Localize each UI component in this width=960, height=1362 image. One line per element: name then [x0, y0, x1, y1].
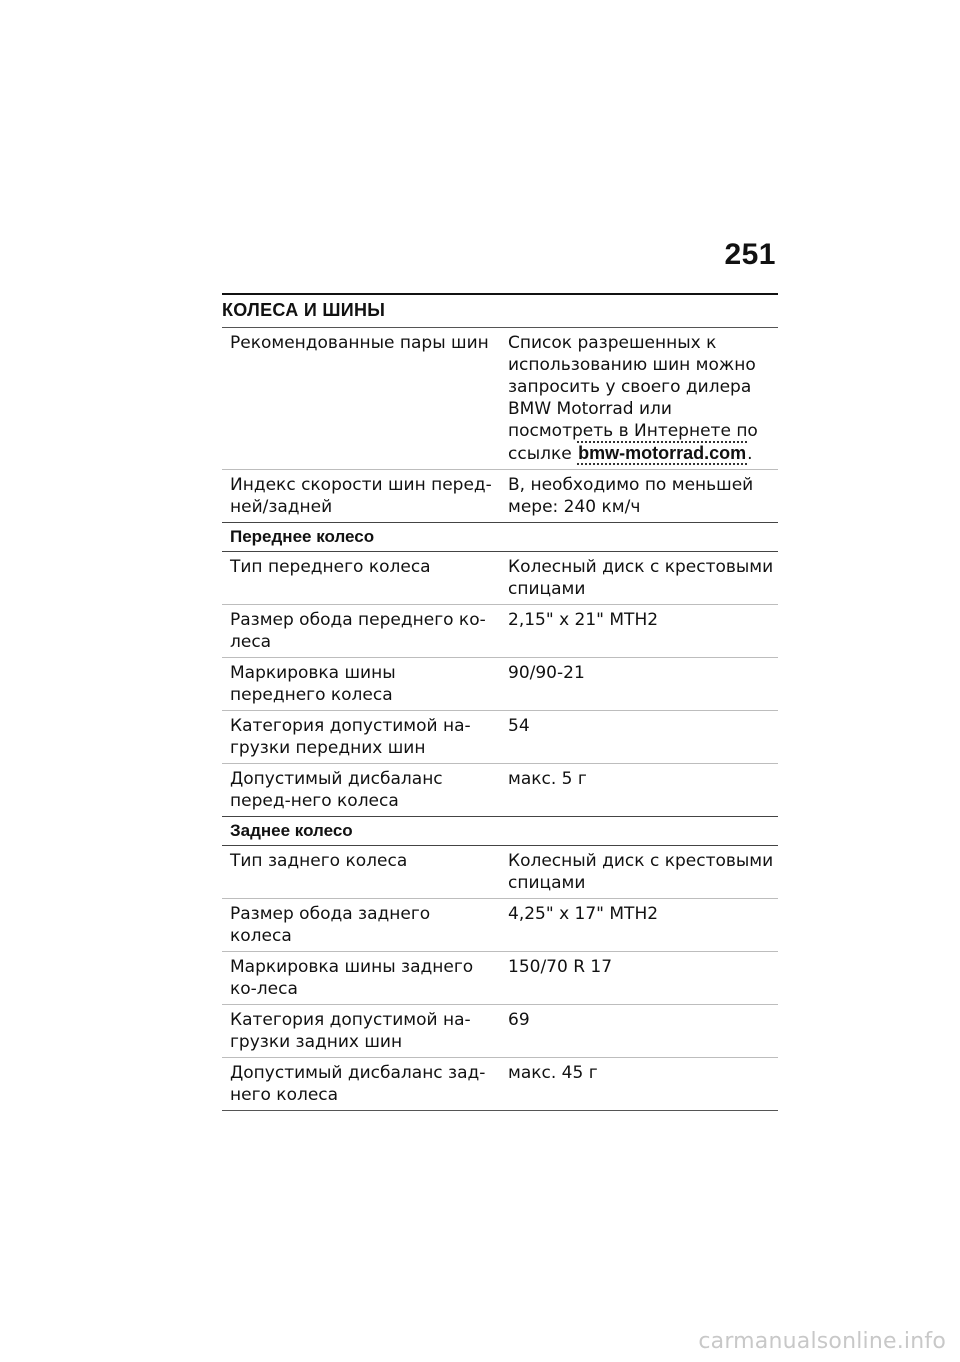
- row-value: макс. 45 г: [500, 1058, 778, 1111]
- recommended-text: Список разрешенных к использованию шин можно запросить у своего дилера BMW Motorrad или посмотреть в Интернете по ссылке: [508, 333, 758, 464]
- row-label: Категория допустимой на-грузки задних шин: [222, 1005, 500, 1058]
- table-row: [222, 552, 778, 605]
- row-label: Маркировка шины заднего ко-леса: [222, 952, 500, 1005]
- spec-content: [222, 293, 778, 1111]
- site-watermark: carmanualsonline.info: [698, 1329, 946, 1354]
- row-value: Колесный диск с крестовыми спицами: [500, 552, 778, 605]
- row-label: Размер обода заднего колеса: [222, 899, 500, 952]
- table-row: [222, 658, 778, 711]
- rear-wheel-heading: Заднее колесо: [222, 817, 778, 846]
- table-row: [222, 470, 778, 523]
- page-number: 251: [724, 238, 776, 271]
- row-value: 4,25" x 17" MTH2: [500, 899, 778, 952]
- table-row: [222, 605, 778, 658]
- table-row: [222, 764, 778, 817]
- row-label: Тип переднего колеса: [222, 552, 500, 605]
- table-row: [222, 846, 778, 899]
- row-value: [500, 328, 778, 470]
- row-label: Маркировка шины переднего колеса: [222, 658, 500, 711]
- row-label: Допустимый дисбаланс зад-него колеса: [222, 1058, 500, 1111]
- row-value: 54: [500, 711, 778, 764]
- wheels-tires-table: [222, 327, 778, 1111]
- row-value: 150/70 R 17: [500, 952, 778, 1005]
- table-row: [222, 1058, 778, 1111]
- row-value: B, необходимо по меньшей мере: 240 км/ч: [500, 470, 778, 523]
- group-heading-row: [222, 523, 778, 552]
- row-label: Размер обода переднего ко-леса: [222, 605, 500, 658]
- group-heading-row: [222, 817, 778, 846]
- front-wheel-heading: Переднее колесо: [222, 523, 778, 552]
- table-row: [222, 899, 778, 952]
- table-row: [222, 328, 778, 470]
- row-label: Тип заднего колеса: [222, 846, 500, 899]
- link-period: .: [747, 444, 753, 464]
- row-label: Категория допустимой на-грузки передних шин: [222, 711, 500, 764]
- bmw-motorrad-link[interactable]: bmw-motorrad.com: [578, 443, 747, 463]
- table-row: [222, 711, 778, 764]
- table-row: [222, 1005, 778, 1058]
- section-title: КОЛЕСА И ШИНЫ: [222, 293, 778, 327]
- row-value: Колесный диск с крестовыми спицами: [500, 846, 778, 899]
- row-value: макс. 5 г: [500, 764, 778, 817]
- table-row: [222, 952, 778, 1005]
- row-value: 90/90-21: [500, 658, 778, 711]
- row-value: 2,15" x 21" MTH2: [500, 605, 778, 658]
- row-label: Рекомендованные пары шин: [222, 328, 500, 470]
- row-label: Допустимый дисбаланс перед-него колеса: [222, 764, 500, 817]
- row-value: 69: [500, 1005, 778, 1058]
- row-label: Индекс скорости шин перед-ней/задней: [222, 470, 500, 523]
